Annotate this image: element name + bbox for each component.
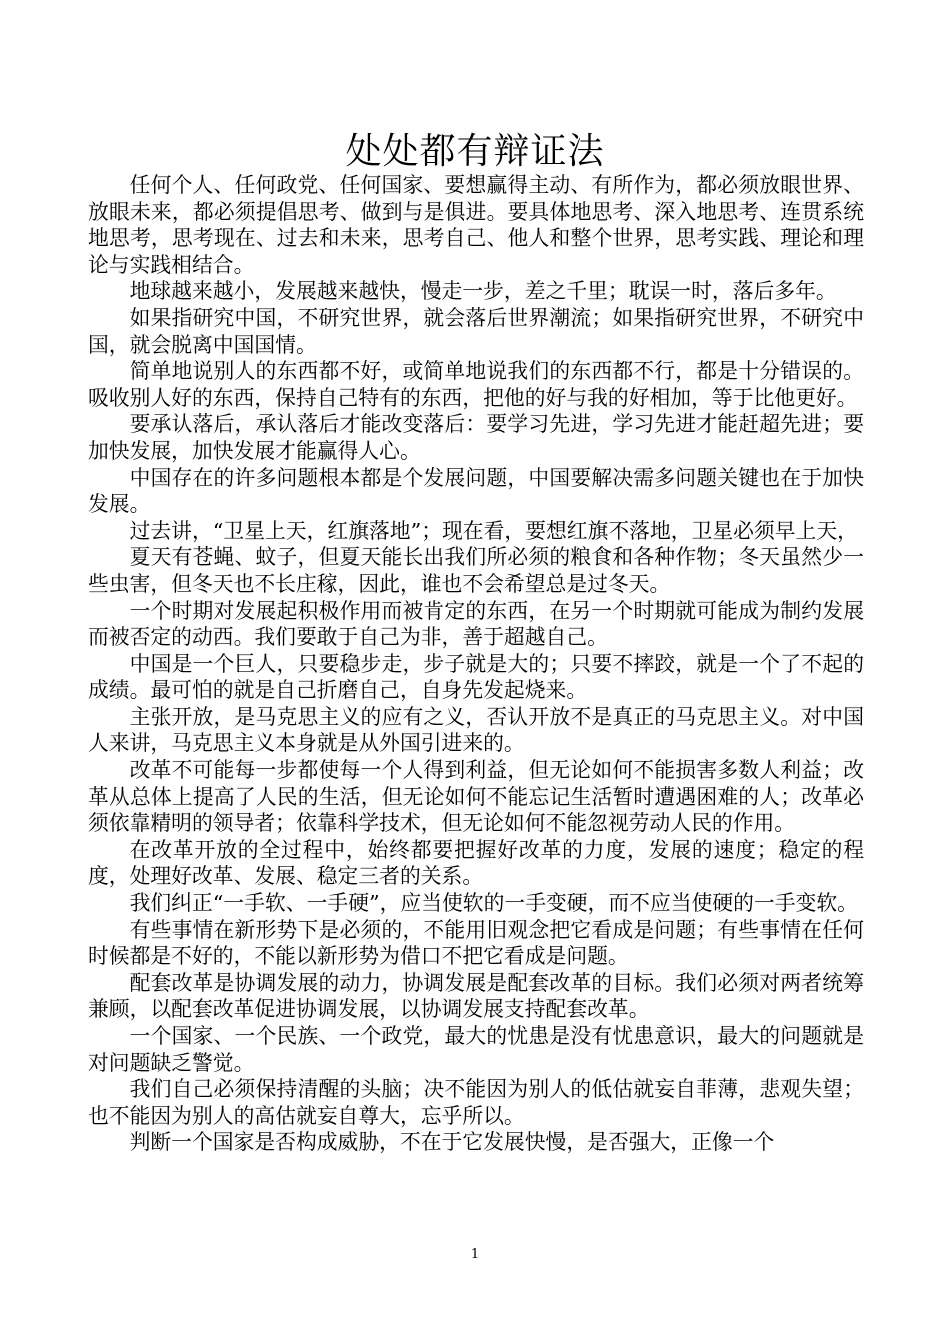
paragraph: 要承认落后，承认落后才能改变落后：要学习先进，学习先进才能赶超先进；要加快发展，加快发展才能赢得人心。 [88, 412, 864, 463]
paragraph: 我们自己必须保持清醒的头脑；决不能因为别人的低估就妄自菲薄，悲观失望；也不能因为别人的高估就妄自尊大，忘乎所以。 [88, 1077, 864, 1128]
paragraph: 在改革开放的全过程中，始终都要把握好改革的力度，发展的速度；稳定的程度，处理好改革、发展、稳定三者的关系。 [88, 837, 864, 889]
paragraph: 主张开放，是马克思主义的应有之义，否认开放不是真正的马克思主义。对中国人来讲，马克思主义本身就是从外国引进来的。 [88, 704, 864, 756]
paragraph: 中国是一个巨人，只要稳步走，步子就是大的；只要不摔跤，就是一个了不起的成绩。最可怕的就是自己折磨自己，自身先发起烧来。 [88, 651, 864, 703]
paragraph: 我们纠正“一手软、一手硬”，应当使软的一手变硬，而不应当使硬的一手变软。 [129, 891, 858, 916]
paragraph: 过去讲，“卫星上天，红旗落地”；现在看，要想红旗不落地，卫星必须早上天， [129, 518, 858, 543]
paragraph: 任何个人、任何政党、任何国家、要想赢得主动、有所作为，都必须放眼世界、放眼未来，都必须提倡思考、做到与是俱进。要具体地思考、深入地思考、连贯系统地思考，思考现在、过去和未来，思考自己、他人和整个世界，思考实践、理论和理论与实践相结合。 [88, 173, 864, 277]
paragraph: 一个国家、一个民族、一个政党，最大的忧患是没有忧患意识，最大的问题就是对问题缺乏警觉。 [88, 1024, 864, 1075]
paragraph: 中国存在的许多问题根本都是个发展问题，中国要解决需多问题关键也在于加快发展。 [88, 465, 864, 517]
paragraph: 一个时期对发展起积极作用而被肯定的东西，在另一个时期就可能成为制约发展而被否定的动西。我们要敢于自己为非，善于超越自己。 [88, 598, 864, 650]
paragraph: 判断一个国家是否构成威胁，不在于它发展快慢，是否强大，正像一个 [129, 1130, 775, 1155]
paragraph: 地球越来越小，发展越来越快，慢走一步，差之千里；耽误一时，落后多年。 [129, 279, 837, 304]
paragraph: 改革不可能每一步都使每一个人得到利益，但无论如何不能损害多数人利益；改革从总体上提高了人民的生活，但无论如何不能忘记生活暂时遭遇困难的人；改革必须依靠精明的领导者；依靠科学技术，但无论如何不能忽视劳动人民的作用。 [88, 758, 864, 836]
page-number: 1 [470, 1247, 480, 1262]
paragraph: 简单地说别人的东西都不好，或简单地说我们的东西都不行，都是十分错误的。吸收别人好的东西，保持自己特有的东西，把他的好与我的好相加，等于比他更好。 [88, 359, 864, 410]
paragraph: 如果指研究中国，不研究世界，就会落后世界潮流；如果指研究世界，不研究中国，就会脱离中国国情。 [88, 305, 864, 357]
document-body [88, 172, 864, 1156]
paragraph: 夏天有苍蝇、蚊子，但夏天能长出我们所必须的粮食和各种作物；冬天虽然少一些虫害，但冬天也不长庄稼，因此，谁也不会希望总是过冬天。 [88, 545, 864, 596]
document-title: 处处都有辩证法 [345, 131, 605, 172]
paragraph: 配套改革是协调发展的动力，协调发展是配套改革的目标。我们必须对两者统筹兼顾，以配套改革促进协调发展，以协调发展支持配套改革。 [88, 970, 864, 1022]
paragraph: 有些事情在新形势下是必须的，不能用旧观念把它看成是问题；有些事情在任何时候都是不好的，不能以新形势为借口不把它看成是问题。 [88, 917, 864, 969]
